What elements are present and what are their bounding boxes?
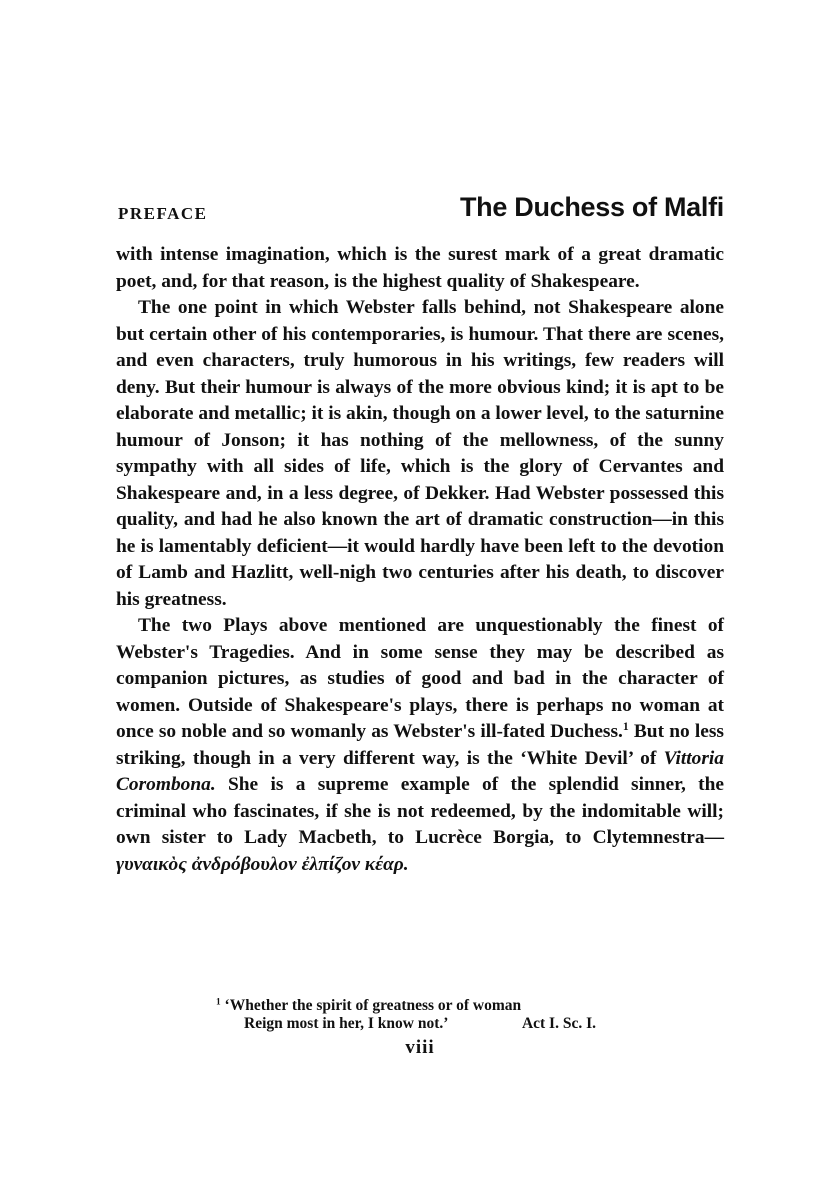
section-label: PREFACE bbox=[118, 204, 208, 223]
running-title: The Duchess of Malfi bbox=[459, 192, 724, 222]
paragraph-3-text-b: But no less striking, though in a very different way, is the ‘White Devil’ of bbox=[116, 721, 724, 769]
body-text bbox=[116, 242, 724, 878]
paragraph-3 bbox=[116, 613, 724, 878]
greek-quotation: γυναικὸς ἀνδρόβουλον ἐλπίζον κέαρ. bbox=[116, 853, 409, 875]
paragraph-3-text-a: The two Plays above mentioned are unquestionably the finest of Webster's Tragedies. And in some sense they may be described as companion pictures, as studies of good and bad in the character of women. Outside of Shakespeare's plays, there is perhaps no woman at once so noble and so womanly as Webster's ill-fated Duchess. bbox=[116, 615, 724, 742]
running-head bbox=[118, 192, 724, 232]
footnote-quote-line-1: ‘Whether the spirit of greatness or of woman bbox=[224, 997, 522, 1014]
footnote-line-1 bbox=[216, 997, 596, 1015]
footnote-quote-line-2: Reign most in her, I know not.’ bbox=[244, 1015, 449, 1032]
play-title-italic: Vittoria Corombona. bbox=[116, 747, 724, 795]
paragraph-3-text-c: She is a supreme example of the splendid sinner, the criminal who fascinates, if she is not redeemed, by the indomitable will; own sister to Lady Macbeth, to Lucrèce Borgia, to Clytemnestra— bbox=[116, 774, 724, 848]
footnote-line-2 bbox=[216, 1015, 596, 1033]
paragraph-1: with intense imagination, which is the surest mark of a great dramatic poet, and, for that reason, is the highest quality of Shakespeare. bbox=[116, 244, 724, 292]
paragraph-2: The one point in which Webster falls behind, not Shakespeare alone but certain other of his contemporaries, is humour. That there are scenes, and even characters, truly humorous in his writings, few readers will deny. But their humour is always of the more obvious kind; it is apt to be elaborate and metallic; it is akin, though on a lower level, to the saturnine humour of Jonson; it has nothing of the mellowness, of the sunny sympathy with all sides of life, which is the glory of Cervantes and Shakespeare and, in a less degree, of Dekker. Had Webster possessed this quality, and had he also known the art of dramatic construction—in this he is lamentably deficient—it would hardly have been left to the devotion of Lamb and Hazlitt, well-nigh two centuries after his death, to discover his greatness. bbox=[116, 297, 724, 610]
footnote bbox=[216, 997, 596, 1033]
footnote-marker: 1 bbox=[216, 997, 221, 1008]
page-number: viii bbox=[405, 1037, 435, 1058]
footnote-act-scene: Act I. Sc. I. bbox=[521, 1015, 596, 1032]
footnote-reference: 1 bbox=[622, 720, 629, 734]
